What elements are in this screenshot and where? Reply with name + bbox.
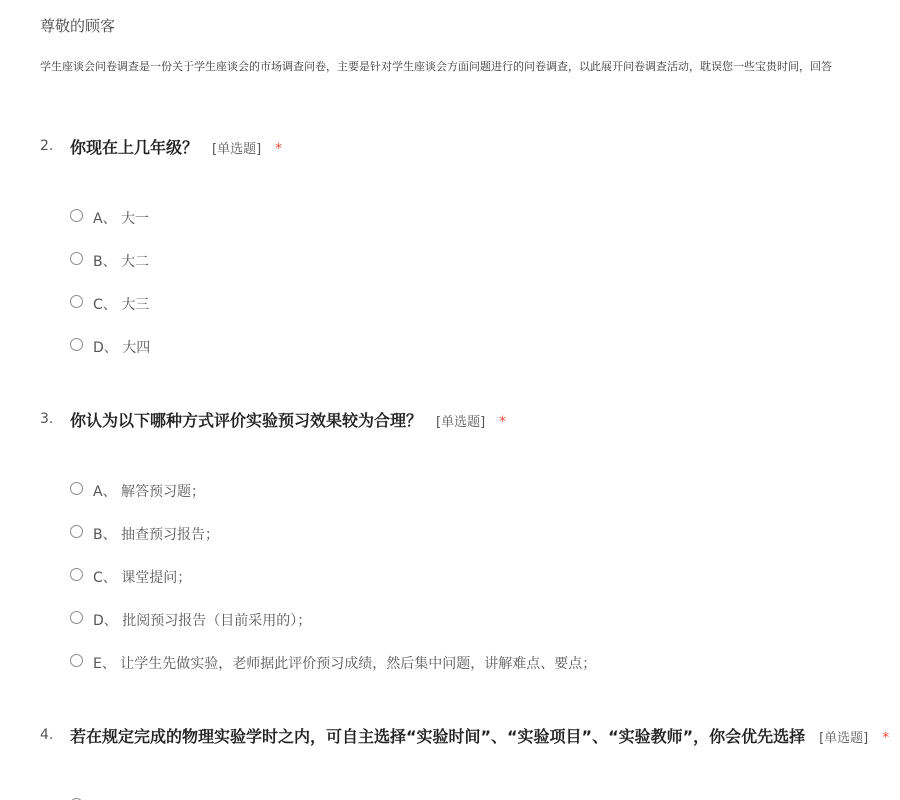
question-number: 2. xyxy=(40,138,54,154)
question-title: 若在规定完成的物理实验学时之内，可自主选择“实验时间”、“实验项目”、“实验教师”，你会优先选择 xyxy=(70,727,806,746)
option-label: A、 解答预习题； xyxy=(93,484,206,500)
question-title: 你现在上几年级？ xyxy=(70,138,199,157)
option-label: C、 课堂提问； xyxy=(93,570,192,586)
option-label: B、 抽查预习报告； xyxy=(93,527,220,543)
radio-button[interactable] xyxy=(70,568,83,581)
radio-button[interactable] xyxy=(70,482,83,495)
question-number: 4. xyxy=(40,727,54,743)
radio-button[interactable] xyxy=(70,611,83,624)
required-marker: * xyxy=(275,141,283,157)
radio-button[interactable] xyxy=(70,338,83,351)
radio-button[interactable] xyxy=(70,209,83,222)
radio-button[interactable] xyxy=(70,295,83,308)
question-type-tag: [单选题] xyxy=(212,142,262,157)
question-number: 3. xyxy=(40,411,54,427)
option-label: D、 大四 xyxy=(93,340,151,356)
required-marker: * xyxy=(499,414,507,430)
option-label: E、 让学生先做实验，老师据此评价预习成绩，然后集中问题，讲解难点、要点； xyxy=(93,656,597,672)
question-type-tag: [单选题] xyxy=(436,415,486,430)
survey-intro: 学生座谈会问卷调查是一份关于学生座谈会的市场调查问卷，主要是针对学生座谈会方面问题进行的问卷调查，以此展开问卷调查活动，耽误您一些宝贵时间，回答 xyxy=(40,60,832,73)
radio-button[interactable] xyxy=(70,525,83,538)
radio-button[interactable] xyxy=(70,252,83,265)
option-label: B、 大二 xyxy=(93,254,150,270)
greeting: 尊敬的顾客 xyxy=(40,17,116,35)
option-label: D、 批阅预习报告（目前采用的）； xyxy=(93,613,312,629)
radio-button[interactable] xyxy=(70,654,83,667)
required-marker: * xyxy=(882,730,890,746)
option-label: C、 大三 xyxy=(93,297,150,313)
question-type-tag: [单选题] xyxy=(819,731,869,746)
question-title: 你认为以下哪种方式评价实验预习效果较为合理？ xyxy=(70,411,423,430)
option-label: A、 大一 xyxy=(93,211,150,227)
